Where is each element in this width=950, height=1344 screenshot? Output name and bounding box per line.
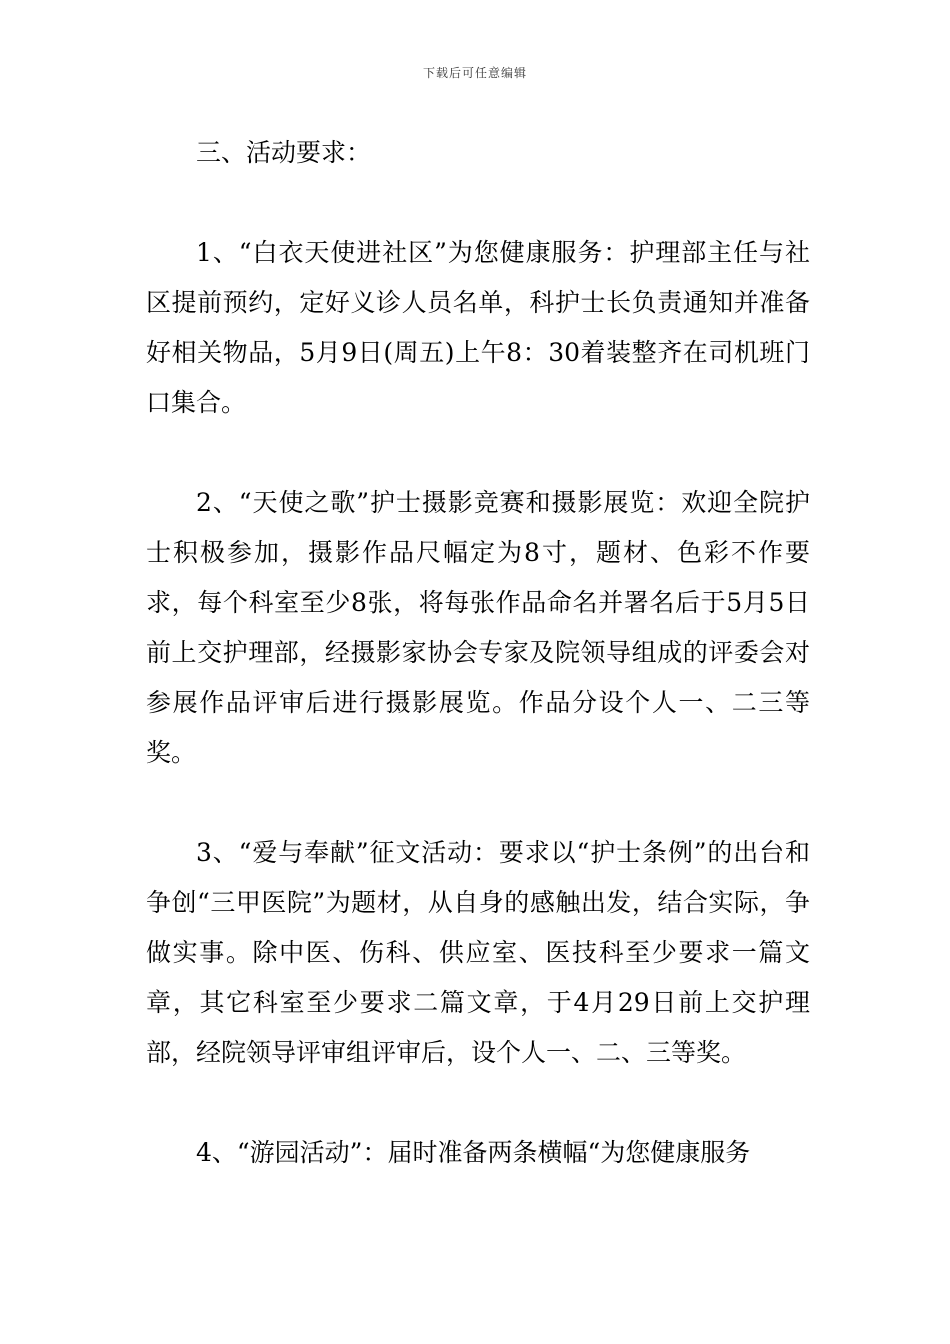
paragraph-4: 4、“游园活动”：届时准备两条横幅“为您健康服务	[196, 1138, 751, 1167]
paragraph-1: 1、“白衣天使进社区”为您健康服务：护理部主任与社区提前预约，定好义诊人员名单，科护士长负责通知并准备好相关物品，5月9日(周五)上午8：30着装整齐在司机班门口集合。	[146, 238, 810, 417]
paragraph-2: 2、“天使之歌”护士摄影竞赛和摄影展览：欢迎全院护士积极参加，摄影作品尺幅定为8寸，题材、色彩不作要求，每个科室至少8张，将每张作品命名并署名后于5月5日前上交护理部，经摄影家协会专家及院领导组成的评委会对参展作品评审后进行摄影展览。作品分设个人一、二三等奖。	[146, 488, 810, 767]
paragraph-3: 3、“爱与奉献”征文活动：要求以“护士条例”的出台和争创“三甲医院”为题材，从自身的感触出发，结合实际，争做实事。除中医、伤科、供应室、医技科至少要求一篇文章，其它科室至少要求二篇文章，于4月29日前上交护理部，经院领导评审组评审后，设个人一、二、三等奖。	[146, 838, 810, 1067]
document-body	[146, 128, 810, 1178]
header-note: 下载后可任意编辑	[422, 66, 527, 80]
section-heading: 三、活动要求：	[196, 138, 372, 167]
